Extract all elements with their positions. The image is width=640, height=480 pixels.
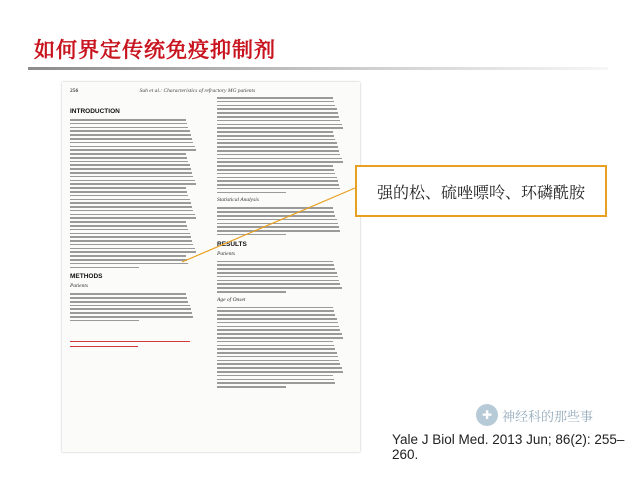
patients-heading: Patients	[70, 283, 89, 290]
watermark-logo-icon: ✚	[476, 404, 498, 426]
statistical-analysis-heading: Statistical Analysis	[217, 197, 259, 204]
age-of-onset-heading: Age of Onset	[217, 296, 246, 303]
watermark	[476, 404, 593, 426]
callout-text: 强的松、硫唑嘌呤、环磷酰胺	[376, 182, 585, 202]
results-heading: RESULTS	[217, 240, 247, 248]
citation: Yale J Biol Med. 2013 Jun; 86(2): 255–260.	[392, 432, 625, 462]
paper-page-number: 256	[70, 88, 79, 94]
paper-running-head: Suh et al.: Characteristics of refractory MG patients	[139, 88, 256, 94]
slide-title: 如何界定传统免疫抑制剂	[34, 38, 276, 62]
callout-box	[355, 165, 607, 217]
patients-results-heading: Patients	[217, 250, 236, 257]
methods-heading: METHODS	[70, 273, 103, 281]
watermark-text: 神经科的那些事	[502, 409, 594, 425]
introduction-heading: INTRODUCTION	[70, 108, 120, 115]
